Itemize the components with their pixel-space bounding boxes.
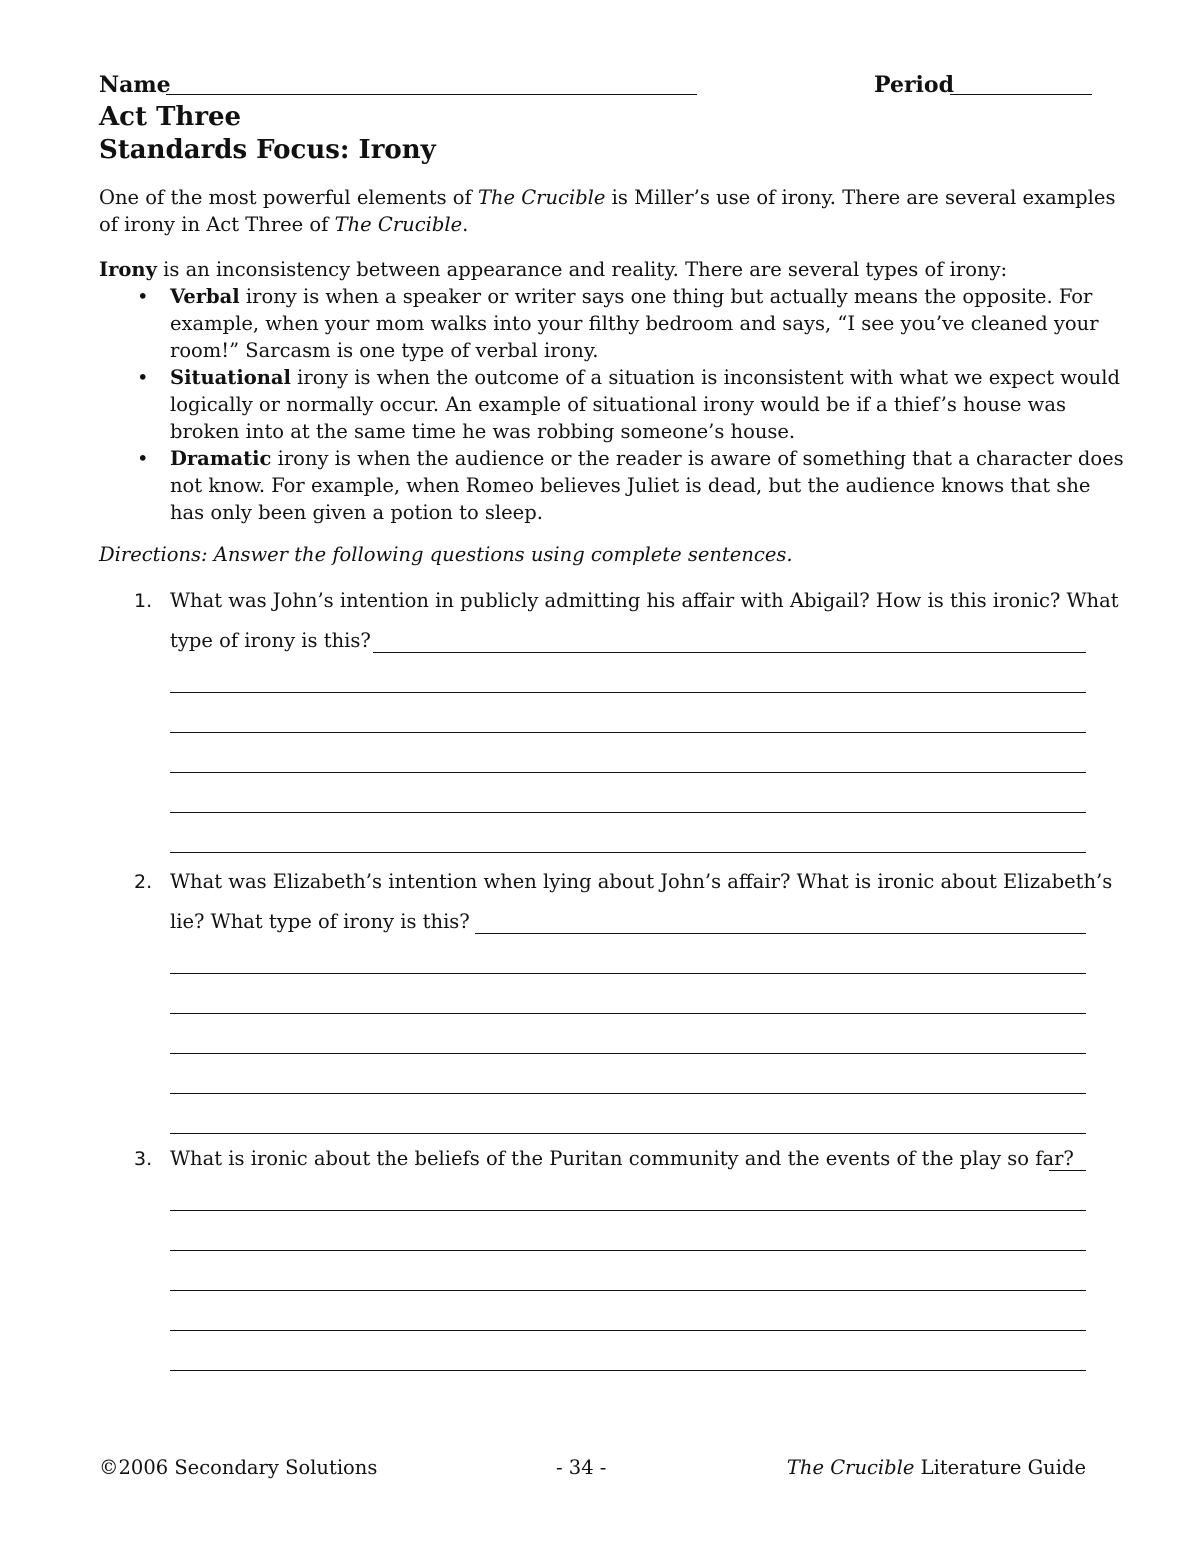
answer-line[interactable] xyxy=(373,652,1086,653)
period-label: Period xyxy=(874,72,954,98)
intro-text-3: . xyxy=(462,213,469,236)
footer-guide-suffix: Literature Guide xyxy=(914,1456,1086,1479)
list-item xyxy=(134,445,1124,526)
footer-copyright: ©2006 Secondary Solutions xyxy=(99,1456,378,1479)
answer-line[interactable] xyxy=(170,1370,1086,1371)
answer-line[interactable] xyxy=(475,933,1086,934)
irony-type-text: irony is when a speaker or writer says one thing but actually means the opposite. For example, when your mom walks into your filthy bedroom and says, “I see you’ve cleaned your room!” Sarcasm is one type of verbal irony. xyxy=(170,285,1099,362)
answer-line[interactable] xyxy=(170,1330,1086,1331)
bullet-icon: • xyxy=(137,447,149,470)
answer-line[interactable] xyxy=(170,1133,1086,1134)
intro-work-title-2: The Crucible xyxy=(334,213,463,236)
bullet-icon: • xyxy=(137,285,149,308)
intro-work-title: The Crucible xyxy=(477,186,606,209)
question-1-text-line2: type of irony is this? xyxy=(170,629,371,652)
bullet-icon: • xyxy=(137,366,149,389)
answer-line[interactable] xyxy=(170,1053,1086,1054)
question-3-text-line1: What is ironic about the beliefs of the Puritan community and the events of the play so far? xyxy=(170,1147,1074,1170)
directions: Directions: Answer the following questions using complete sentences. xyxy=(99,543,793,566)
answer-line[interactable] xyxy=(170,1250,1086,1251)
question-number: 2. xyxy=(134,871,153,893)
list-item xyxy=(134,283,1124,364)
answer-line[interactable] xyxy=(170,1093,1086,1094)
answer-line[interactable] xyxy=(1049,1170,1086,1171)
question-2-text-line1: What was Elizabeth’s intention when lying about John’s affair? What is ironic about Elizabeth’s xyxy=(170,870,1113,893)
act-title: Act Three xyxy=(99,102,242,132)
answer-line[interactable] xyxy=(170,1210,1086,1211)
irony-type-term: Dramatic xyxy=(170,447,272,470)
answer-line[interactable] xyxy=(170,973,1086,974)
footer-page-number: - 34 - xyxy=(556,1456,607,1479)
name-label: Name xyxy=(99,72,171,98)
question-number: 3. xyxy=(134,1148,153,1170)
irony-type-text: irony is when the outcome of a situation is inconsistent with what we expect would logically or normally occur. An example of situational irony would be if a thief’s house was broken into at the same time he was robbing someone’s house. xyxy=(170,366,1120,443)
answer-line[interactable] xyxy=(170,1013,1086,1014)
answer-line[interactable] xyxy=(170,772,1086,773)
answer-line[interactable] xyxy=(170,812,1086,813)
irony-definition xyxy=(99,256,1139,283)
footer-guide-title xyxy=(787,1456,1086,1479)
list-item xyxy=(134,364,1124,445)
name-field-line[interactable] xyxy=(166,94,697,95)
intro-text-2: is Miller’s use of irony. There are several examples of irony in Act Three of xyxy=(99,186,1116,236)
answer-line[interactable] xyxy=(170,692,1086,693)
irony-type-text: irony is when the audience or the reader is aware of something that a character does not know. For example, when Romeo believes Juliet is dead, but the audience knows that she has only been given a potion to sleep. xyxy=(170,447,1124,524)
answer-line[interactable] xyxy=(170,1290,1086,1291)
question-number: 1. xyxy=(134,590,153,612)
footer-work-title: The Crucible xyxy=(786,1456,915,1479)
intro-paragraph xyxy=(99,184,1119,238)
irony-type-term: Verbal xyxy=(170,285,240,308)
definition-term: Irony xyxy=(99,258,157,281)
definition-text: is an inconsistency between appearance and reality. There are several types of irony: xyxy=(156,258,1008,281)
question-1-text-line1: What was John’s intention in publicly admitting his affair with Abigail? How is this ironic? What xyxy=(170,589,1119,612)
period-field-line[interactable] xyxy=(950,94,1092,95)
intro-text-1: One of the most powerful elements of xyxy=(99,186,478,209)
answer-line[interactable] xyxy=(170,852,1086,853)
question-2-text-line2: lie? What type of irony is this? xyxy=(170,910,470,933)
section-title: Standards Focus: Irony xyxy=(99,135,436,165)
answer-line[interactable] xyxy=(170,732,1086,733)
irony-type-term: Situational xyxy=(170,366,291,389)
irony-types-list xyxy=(134,283,1124,526)
